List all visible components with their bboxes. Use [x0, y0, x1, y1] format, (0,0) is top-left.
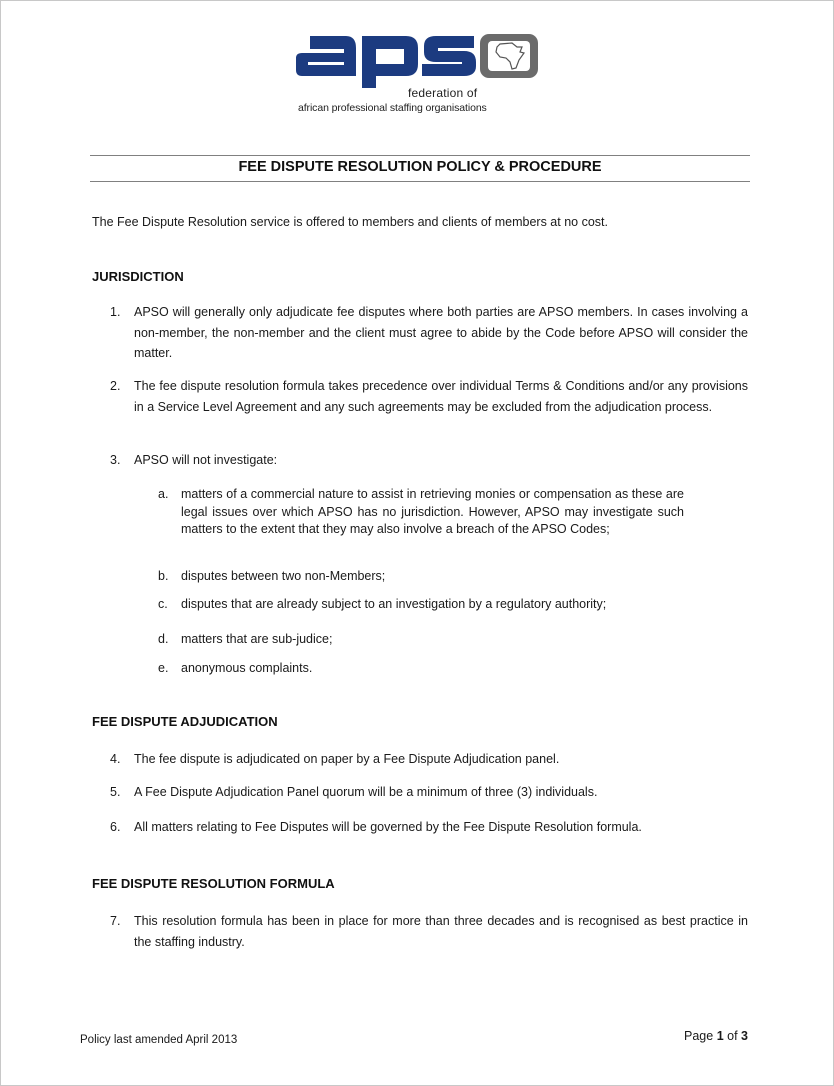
- logo-tagline-1: federation of: [408, 86, 478, 100]
- list-item-5: [110, 782, 748, 803]
- sub-item-letter: c.: [158, 597, 168, 611]
- sub-item-letter: e.: [158, 661, 169, 675]
- page-number: [684, 1029, 748, 1043]
- item-number: 2.: [110, 379, 121, 393]
- sub-item-text: matters that are sub-judice;: [181, 632, 333, 646]
- document-title: FEE DISPUTE RESOLUTION POLICY & PROCEDURE: [238, 159, 602, 175]
- section-heading-jurisdiction: JURISDICTION: [92, 269, 184, 284]
- sub-item-text: disputes between two non-Members;: [181, 569, 386, 583]
- item-text: APSO will not investigate:: [134, 453, 278, 467]
- title-rule-bottom: [90, 181, 750, 182]
- apso-wordmark: [296, 28, 540, 88]
- item-number: 3.: [110, 453, 121, 467]
- sub-item-letter: a.: [158, 487, 169, 501]
- sub-item-text: anonymous complaints.: [181, 661, 313, 675]
- item-number: 7.: [110, 914, 121, 928]
- item-number: 4.: [110, 752, 121, 766]
- list-item-4: [110, 749, 748, 770]
- sub-item-letter: d.: [158, 632, 169, 646]
- sub-item-d: [158, 631, 718, 649]
- list-item-3: [110, 450, 748, 471]
- page-word: Page: [684, 1029, 714, 1043]
- item-text: All matters relating to Fee Disputes will be governed by the Fee Dispute Resolution formula.: [134, 820, 642, 834]
- sub-item-c: [158, 596, 718, 614]
- item-text: A Fee Dispute Adjudication Panel quorum will be a minimum of three (3) individuals.: [134, 785, 598, 799]
- sub-item-a: [158, 486, 684, 539]
- section-heading-formula: FEE DISPUTE RESOLUTION FORMULA: [92, 876, 335, 891]
- intro-paragraph: The Fee Dispute Resolution service is offered to members and clients of members at no cost.: [92, 215, 608, 229]
- page-total: 3: [741, 1029, 748, 1043]
- list-item-7: [110, 911, 748, 952]
- page-of: of: [727, 1029, 738, 1043]
- title-rule-top: [90, 155, 750, 156]
- item-text: The fee dispute is adjudicated on paper by a Fee Dispute Adjudication panel.: [134, 752, 560, 766]
- sub-item-e: [158, 660, 718, 678]
- item-text: The fee dispute resolution formula takes precedence over individual Terms & Conditions and/or any provisions in a Service Level Agreement and any such agreements may be excluded from the adjudication process.: [134, 379, 748, 414]
- sub-item-letter: b.: [158, 569, 169, 583]
- page-current: 1: [716, 1029, 724, 1043]
- item-number: 6.: [110, 820, 121, 834]
- section-heading-adjudication: FEE DISPUTE ADJUDICATION: [92, 714, 278, 729]
- logo-tagline-2: african professional staffing organisations: [298, 102, 487, 114]
- list-item-6: [110, 817, 748, 838]
- footer-amended-date: Policy last amended April 2013: [80, 1034, 238, 1046]
- sub-item-b: [158, 568, 718, 586]
- item-text: APSO will generally only adjudicate fee disputes where both parties are APSO members. In cases involving a non-member, the non-member and the client must agree to abide by the Code before APSO will consider the matter.: [134, 305, 748, 360]
- item-text: This resolution formula has been in place for more than three decades and is recognised as best practice in the staffing industry.: [134, 914, 748, 949]
- apso-logo: [296, 28, 540, 118]
- sub-item-text: disputes that are already subject to an investigation by a regulatory authority;: [181, 597, 607, 611]
- item-number: 1.: [110, 305, 121, 319]
- list-item-2: [110, 376, 748, 417]
- list-item-1: [110, 302, 748, 364]
- sub-item-text: matters of a commercial nature to assist in retrieving monies or compensation as these are legal issues over which APSO has no jurisdiction. However, APSO may investigate such matters to the extent that they may also involve a breach of the APSO Codes;: [181, 487, 684, 536]
- item-number: 5.: [110, 785, 121, 799]
